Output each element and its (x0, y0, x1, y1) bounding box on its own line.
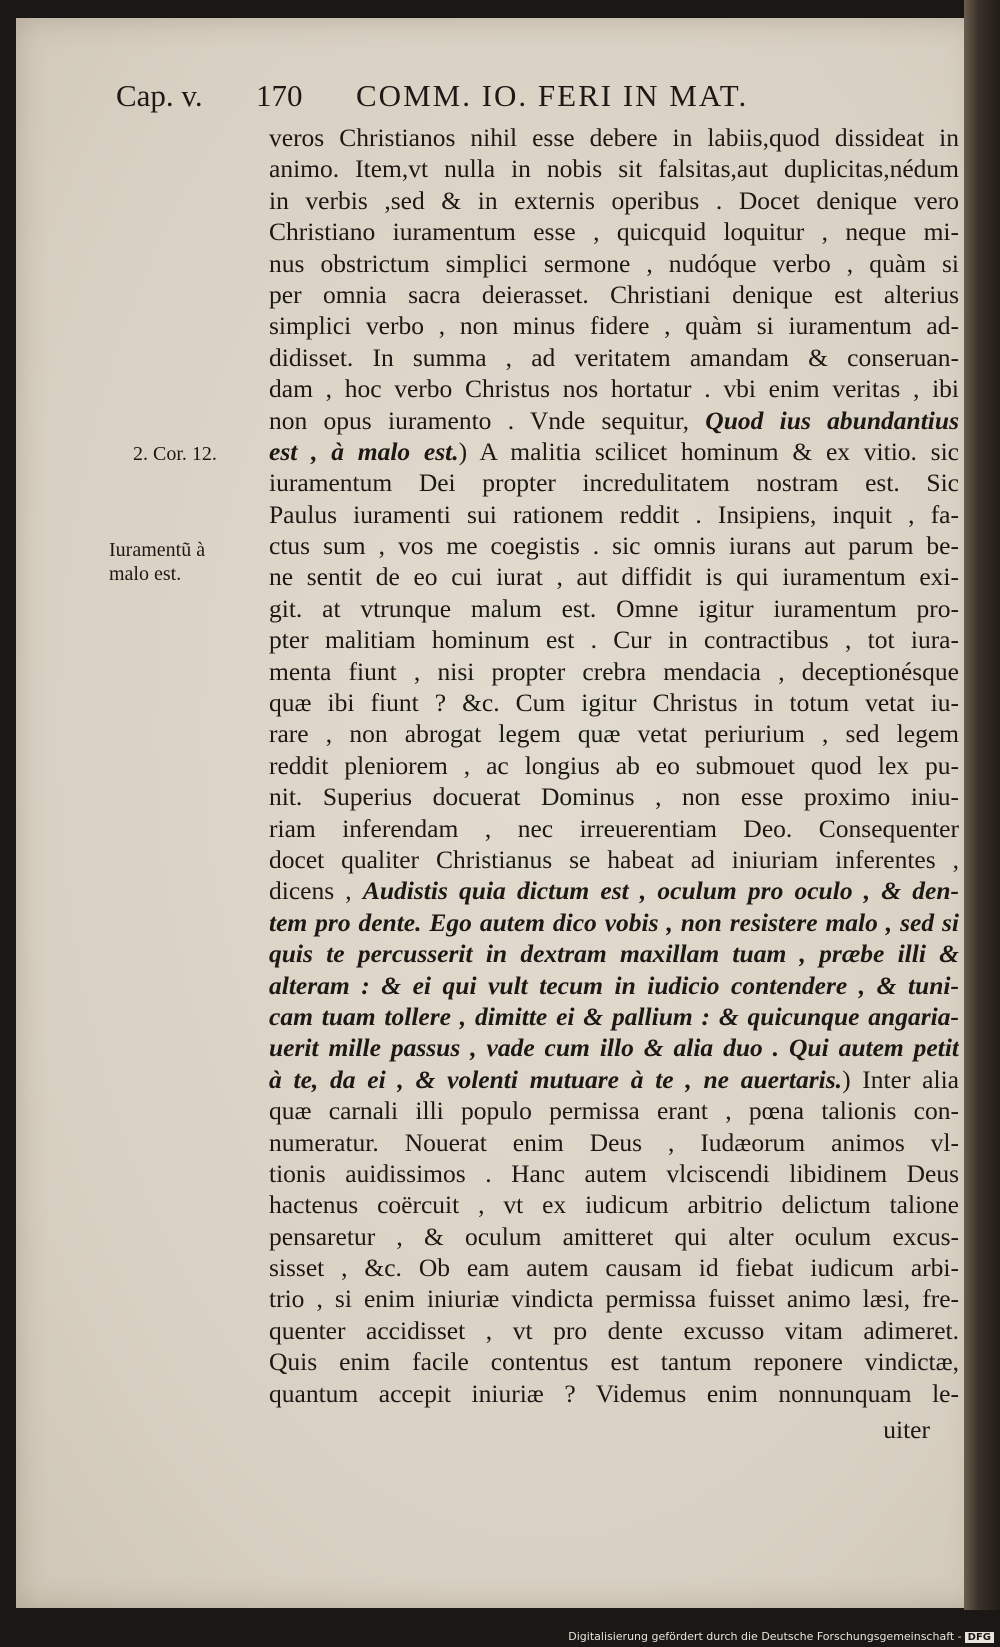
text-segment: Paulus iuramenti sui rationem reddit . Insipiens, inquit , fa- (269, 499, 959, 529)
text-line (269, 907, 959, 938)
text-segment: docet qualiter Christianus se habeat ad iniuriam inferentes , (269, 844, 959, 874)
text-line (269, 938, 959, 969)
italic-segment: à te, da ei , & volenti mutuare à te , ne auertaris. (269, 1064, 843, 1094)
text-segment: ) Inter alia (842, 1064, 959, 1094)
text-line (269, 185, 959, 216)
text-segment: riam inferendam , nec irreuerentiam Deo. Consequenter (269, 813, 959, 843)
text-segment: non opus iuramento . Vnde sequitur, (269, 405, 706, 435)
book-edge (964, 0, 1000, 1610)
text-line (269, 1095, 959, 1126)
text-line (269, 1127, 959, 1158)
margin-note-line2: malo est. (109, 563, 182, 585)
text-segment: tionis auidissimos . Hanc autem vlciscendi libidinem Deus (269, 1158, 959, 1188)
text-segment: animo. Item,vt nulla in nobis sit falsitas,aut duplicitas,nédum (269, 154, 959, 184)
text-line (269, 153, 959, 184)
text-line (269, 687, 959, 718)
dfg-logo: DFG (965, 1632, 994, 1643)
chapter-label: Cap. v. (116, 78, 203, 113)
text-line (269, 970, 959, 1001)
body-text (269, 122, 959, 1409)
text-segment: simplici verbo , non minus fidere , quàm si iuramentum ad- (269, 311, 959, 341)
page-number: 170 (256, 78, 303, 113)
text-segment: hactenus coërcuit , vt ex iudicum arbitrio delictum talione (269, 1190, 959, 1220)
text-line (269, 122, 959, 153)
text-segment: iuramentum Dei propter incredulitatem nostram est. Sic (269, 468, 959, 498)
text-line (269, 1064, 959, 1095)
text-segment: per omnia sacra deierasset. Christiani denique est alterius (269, 279, 959, 309)
text-line (269, 813, 959, 844)
text-segment: Quis enim facile contentus est tantum reponere vindictæ, (269, 1347, 959, 1377)
text-line (269, 499, 959, 530)
text-line (269, 1001, 959, 1032)
text-segment: dicens , (269, 876, 363, 906)
text-line (269, 1158, 959, 1189)
running-title: COMM. IO. FERI IN MAT. (356, 78, 749, 113)
text-segment: quantum accepit iniuriæ ? Videmus enim nonnunquam le- (269, 1378, 959, 1408)
italic-segment: alteram : & ei qui vult tecum in iudicio contendere , & tuni- (269, 970, 959, 1000)
text-line (269, 405, 959, 436)
text-line (269, 467, 959, 498)
footer-credit (568, 1630, 994, 1643)
text-segment: ne sentit de eo cui iurat , aut diffidit is qui iuramentum exi- (269, 562, 959, 592)
text-line (269, 1315, 959, 1346)
italic-segment: cam tuam tollere , dimitte ei & pallium : & quicunque angaria- (269, 1001, 959, 1031)
text-segment: git. at vtrunque malum est. Omne igitur iuramentum pro- (269, 593, 959, 623)
text-segment: sisset , &c. Ob eam autem causam id fiebat iudicum arbi- (269, 1253, 959, 1283)
footer-text: Digitalisierung gefördert durch die Deutsche Forschungsgemeinschaft - (568, 1630, 962, 1643)
margin-note-line1: Iuramentũ à (109, 539, 206, 561)
text-segment: menta fiunt , nisi propter crebra mendacia , deceptionésque (269, 656, 959, 686)
italic-segment: tem pro dente. Ego autem dico vobis , non resistere malo , sed si (269, 907, 959, 937)
text-segment: ctus sum , vos me coegistis . sic omnis iurans aut parum be- (269, 531, 959, 561)
text-line (269, 1283, 959, 1314)
italic-segment: Audistis quia dictum est , oculum pro oculo , & den- (362, 876, 959, 906)
text-segment: quenter accidisset , vt pro dente excusso vitam adimeret. (269, 1315, 959, 1345)
text-segment: nit. Superius docuerat Dominus , non esse proximo iniu- (269, 782, 959, 812)
text-line (269, 1189, 959, 1220)
text-line (269, 1252, 959, 1283)
text-line (269, 1221, 959, 1252)
italic-segment: quis te percusserit in dextram maxillam tuam , præbe illi & (269, 939, 959, 969)
text-segment: rare , non abrogat legem quæ vetat periurium , sed legem (269, 719, 959, 749)
text-segment: reddit pleniorem , ac longius ab eo submouet quod lex pu- (269, 750, 959, 780)
text-line (269, 1346, 959, 1377)
italic-segment: Quod ius abundantius (705, 405, 959, 435)
text-segment: Christiano iuramentum esse , quicquid loquitur , neque mi- (269, 217, 959, 247)
text-line (269, 216, 959, 247)
text-line (269, 624, 959, 655)
text-segment: pter malitiam hominum est . Cur in contractibus , tot iura- (269, 625, 959, 655)
text-line (269, 781, 959, 812)
text-segment: ) A malitia scilicet hominum & ex vitio. sic (458, 436, 959, 466)
text-line (269, 1378, 959, 1409)
italic-segment: est , à malo est. (269, 436, 459, 466)
page-header (116, 78, 896, 118)
text-line (269, 718, 959, 749)
text-segment: numeratur. Nouerat enim Deus , Iudæorum animos vl- (269, 1127, 959, 1157)
text-line (269, 436, 959, 467)
text-segment: quæ carnali illi populo permissa erant , pœna talionis con- (269, 1096, 959, 1126)
text-line (269, 373, 959, 404)
text-line (269, 279, 959, 310)
text-line (269, 310, 959, 341)
text-segment: pensaretur , & oculum amitteret qui alter oculum excus- (269, 1221, 959, 1251)
text-line (269, 342, 959, 373)
text-line (269, 750, 959, 781)
catchword: uiter (883, 1415, 930, 1444)
text-line (269, 561, 959, 592)
text-segment: quæ ibi fiunt ? &c. Cum igitur Christus in totum vetat iu- (269, 688, 959, 718)
italic-segment: uerit mille passus , vade cum illo & alia duo . Qui autem petit (269, 1033, 959, 1063)
text-line (269, 875, 959, 906)
text-segment: nus obstrictum simplici sermone , nudóque verbo , quàm si (269, 248, 959, 278)
text-line (269, 1032, 959, 1063)
text-line (269, 530, 959, 561)
text-line (269, 656, 959, 687)
text-line (269, 248, 959, 279)
text-segment: didisset. In summa , ad veritatem amandam & conseruan- (269, 342, 959, 372)
text-segment: dam , hoc verbo Christus nos hortatur . vbi enim veritas , ibi (269, 374, 959, 404)
margin-note-reference: 2. Cor. 12. (133, 443, 217, 465)
book-page (16, 18, 980, 1608)
text-line (269, 844, 959, 875)
text-segment: in verbis ,sed & in externis operibus . Docet denique vero (269, 185, 959, 215)
text-segment: trio , si enim iniuriæ vindicta permissa fuisset animo læsi, fre- (269, 1284, 959, 1314)
text-line (269, 593, 959, 624)
text-segment: veros Christianos nihil esse debere in labiis,quod dissideat in (269, 123, 959, 152)
